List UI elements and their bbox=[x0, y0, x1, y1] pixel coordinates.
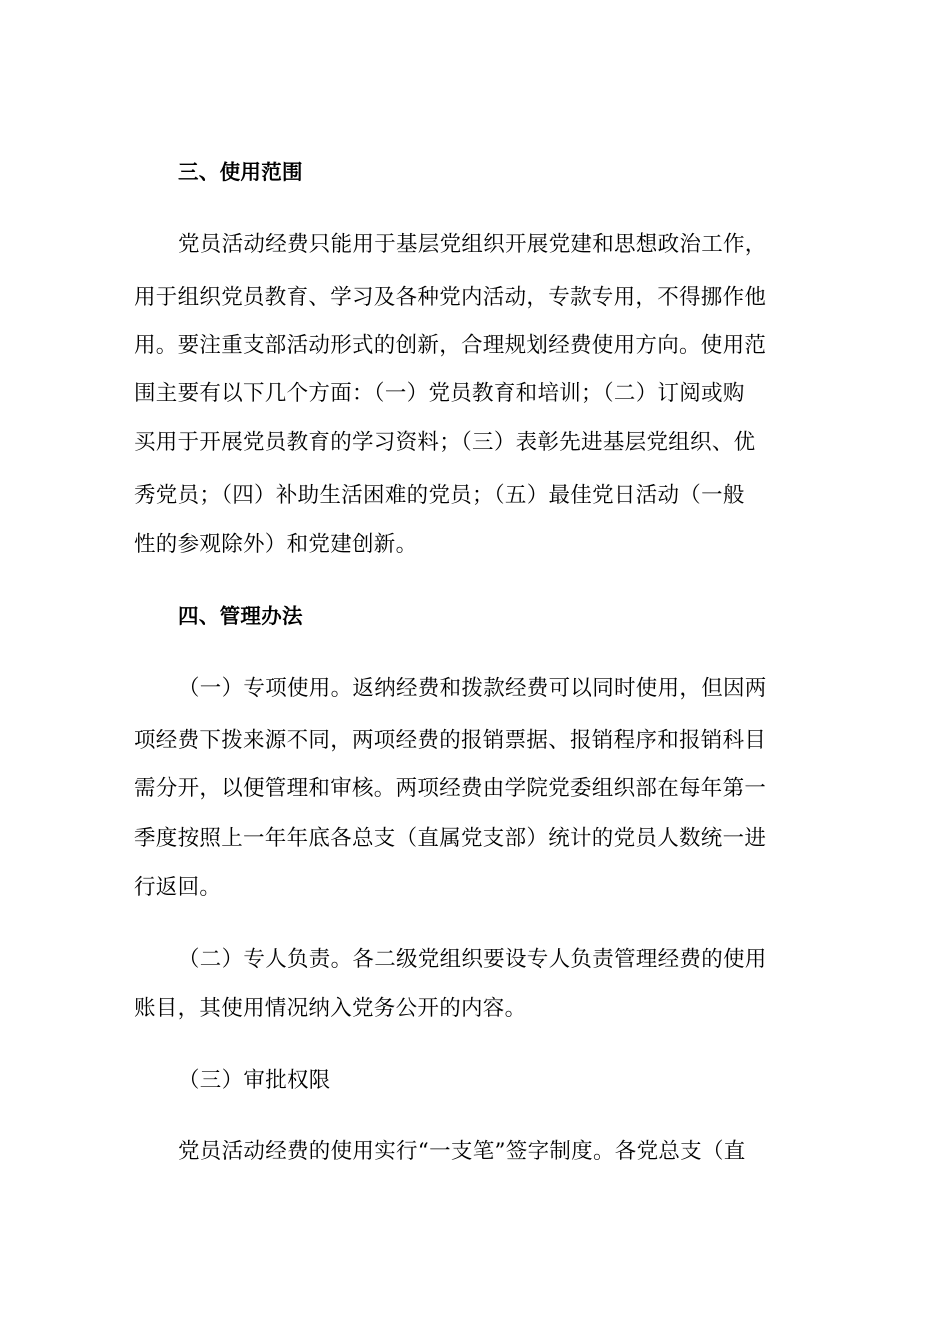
paragraph-line: 秀党员；（四）补助生活困难的党员；（五）最佳党日活动（一般 bbox=[134, 483, 745, 508]
paragraph-line: 用。要注重支部活动形式的创新，合理规划经费使用方向。使用范 bbox=[134, 333, 767, 358]
section-heading-management-methods: 四、管理办法 bbox=[178, 604, 303, 628]
paragraph-line: 性的参观除外）和党建创新。 bbox=[134, 532, 418, 557]
paragraph-line: 需分开，以便管理和审核。两项经费由学院党委组织部在每年第一 bbox=[134, 776, 767, 801]
paragraph-line: 买用于开展党员教育的学习资料；（三）表彰先进基层党组织、优 bbox=[134, 430, 756, 455]
paragraph-line: （二）专人负责。各二级党组织要设专人负责管理经费的使用 bbox=[178, 947, 767, 972]
paragraph-line: 用于组织党员教育、学习及各种党内活动，专款专用，不得挪作他 bbox=[134, 285, 767, 310]
paragraph-line: （三）审批权限 bbox=[178, 1068, 331, 1093]
paragraph-line: 围主要有以下几个方面：（一）党员教育和培训；（二）订阅或购 bbox=[134, 381, 745, 406]
section-heading-usage-scope: 三、使用范围 bbox=[178, 160, 303, 184]
paragraph-line: 项经费下拨来源不同，两项经费的报销票据、报销程序和报销科目 bbox=[134, 728, 767, 753]
paragraph-line: 党员活动经费只能用于基层党组织开展党建和思想政治工作， bbox=[178, 232, 767, 257]
paragraph-line: 账目，其使用情况纳入党务公开的内容。 bbox=[134, 996, 527, 1021]
paragraph-line: 党员活动经费的使用实行“一支笔”签字制度。各党总支（直 bbox=[178, 1139, 746, 1164]
paragraph-line: （一）专项使用。返纳经费和拨款经费可以同时使用，但因两 bbox=[178, 676, 767, 701]
paragraph-line: 季度按照上一年年底各总支（直属党支部）统计的党员人数统一进 bbox=[134, 826, 767, 851]
paragraph-line: 行返回。 bbox=[134, 875, 222, 900]
